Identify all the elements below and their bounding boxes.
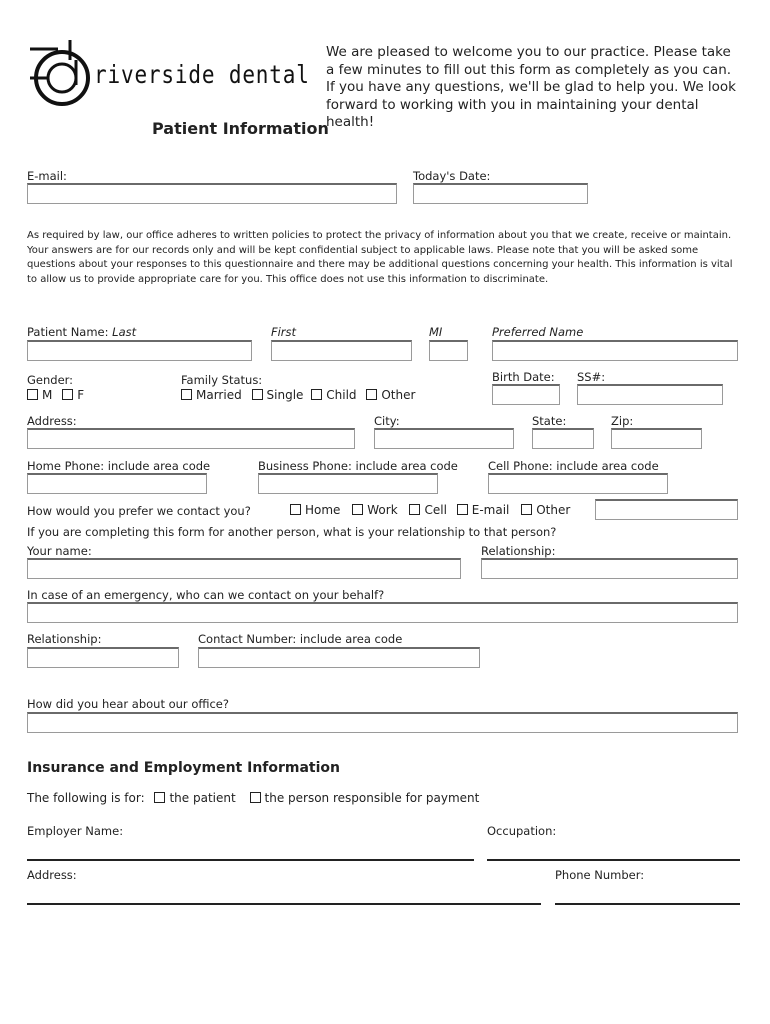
occupation-label: Occupation: <box>487 824 557 838</box>
insurance-heading: Insurance and Employment Information <box>27 760 341 776</box>
birth-date-label: Birth Date: <box>492 370 555 384</box>
mi-label: MI <box>429 325 443 339</box>
another-person-label: If you are completing this form for another person, what is your relationship to that person? <box>27 525 557 539</box>
child-checkbox[interactable] <box>311 389 322 400</box>
employer-name-line[interactable] <box>27 859 474 861</box>
emergency-field[interactable] <box>27 602 738 623</box>
hear-about-field[interactable] <box>27 712 738 733</box>
home-phone-label: Home Phone: include area code <box>27 459 211 473</box>
single-checkbox[interactable] <box>252 389 263 400</box>
married-checkbox[interactable] <box>181 389 192 400</box>
contact-other-field[interactable] <box>595 499 738 520</box>
first-name-field[interactable] <box>271 340 412 361</box>
last-name-label: Last <box>112 325 137 339</box>
contact-home-checkbox[interactable] <box>290 504 301 515</box>
gender-f-checkbox[interactable] <box>62 389 73 400</box>
the-patient-checkbox[interactable] <box>154 792 165 803</box>
relationship-field[interactable] <box>481 558 738 579</box>
business-phone-label: Business Phone: include area code <box>258 459 458 473</box>
contact-pref-options: Home Work Cell E-mail Other <box>290 503 570 517</box>
business-phone-field[interactable] <box>258 473 438 494</box>
contact-other-checkbox[interactable] <box>521 504 532 515</box>
emergency-relationship-label: Relationship: <box>27 632 102 646</box>
last-name-field[interactable] <box>27 340 252 361</box>
employer-address-label: Address: <box>27 868 77 882</box>
logo <box>28 40 313 110</box>
phone-number-label: Phone Number: <box>555 868 645 882</box>
employer-address-line[interactable] <box>27 903 541 905</box>
email-field[interactable] <box>27 183 397 204</box>
logo-text: riverside dental <box>94 60 310 89</box>
family-other-checkbox[interactable] <box>366 389 377 400</box>
phone-number-line[interactable] <box>555 903 740 905</box>
emergency-contact-number-label: Contact Number: include area code <box>198 632 403 646</box>
zip-field[interactable] <box>611 428 702 449</box>
contact-email-checkbox[interactable] <box>457 504 468 515</box>
gender-m-checkbox[interactable] <box>27 389 38 400</box>
preferred-name-field[interactable] <box>492 340 738 361</box>
intro-text: We are pleased to welcome you to our practice. Please take a few minutes to fill out this form as completely as you can. If you have any questions, we'll be glad to help you. We look forward to working with you in maintaining your dental health! <box>326 44 737 130</box>
zip-label: Zip: <box>611 414 634 428</box>
address-label: Address: <box>27 414 77 428</box>
ss-label: SS#: <box>577 370 606 384</box>
city-label: City: <box>374 414 400 428</box>
address-field[interactable] <box>27 428 355 449</box>
patient-name-label <box>27 325 136 339</box>
page-title: Patient Information <box>152 119 329 138</box>
home-phone-field[interactable] <box>27 473 207 494</box>
patient-name-prefix: Patient Name: <box>27 325 113 339</box>
contact-pref-label: How would you prefer we contact you? <box>27 504 251 518</box>
privacy-notice: As required by law, our office adheres to written policies to protect the privacy of information about you that we create, receive or maintain. Your answers are for our records only and will be kept confidential subject to applicable laws. Please note that you will be asked some questions about your responses to this questionnaire and there may be additional questions concerning your health. This information is vital to allow us to provide appropriate care for you. This office does not use this information to discriminate. <box>27 230 733 285</box>
emergency-label: In case of an emergency, who can we contact on your behalf? <box>27 588 385 602</box>
relationship-label: Relationship: <box>481 544 556 558</box>
family-status-options: Married Single Child Other <box>181 388 415 402</box>
ss-field[interactable] <box>577 384 723 405</box>
email-label: E-mail: <box>27 169 67 183</box>
first-name-label: First <box>271 325 297 339</box>
cell-phone-field[interactable] <box>488 473 668 494</box>
cell-phone-label: Cell Phone: include area code <box>488 459 659 473</box>
emergency-relationship-field[interactable] <box>27 647 179 668</box>
gender-label: Gender: <box>27 373 74 387</box>
your-name-label: Your name: <box>27 544 92 558</box>
occupation-line[interactable] <box>487 859 740 861</box>
emergency-contact-number-field[interactable] <box>198 647 480 668</box>
family-status-label: Family Status: <box>181 373 263 387</box>
city-field[interactable] <box>374 428 514 449</box>
hear-about-label: How did you hear about our office? <box>27 697 229 711</box>
preferred-name-label: Preferred Name <box>492 325 584 339</box>
mi-field[interactable] <box>429 340 468 361</box>
responsible-person-checkbox[interactable] <box>250 792 261 803</box>
following-for-row: The following is for: the patient the person responsible for payment <box>27 791 480 805</box>
todays-date-label: Today's Date: <box>413 169 491 183</box>
contact-work-checkbox[interactable] <box>352 504 363 515</box>
logo-mark-icon <box>28 40 98 112</box>
employer-name-label: Employer Name: <box>27 824 124 838</box>
birth-date-field[interactable] <box>492 384 560 405</box>
gender-options: M F <box>27 388 84 402</box>
todays-date-field[interactable] <box>413 183 588 204</box>
state-label: State: <box>532 414 567 428</box>
contact-cell-checkbox[interactable] <box>409 504 420 515</box>
your-name-field[interactable] <box>27 558 461 579</box>
state-field[interactable] <box>532 428 594 449</box>
